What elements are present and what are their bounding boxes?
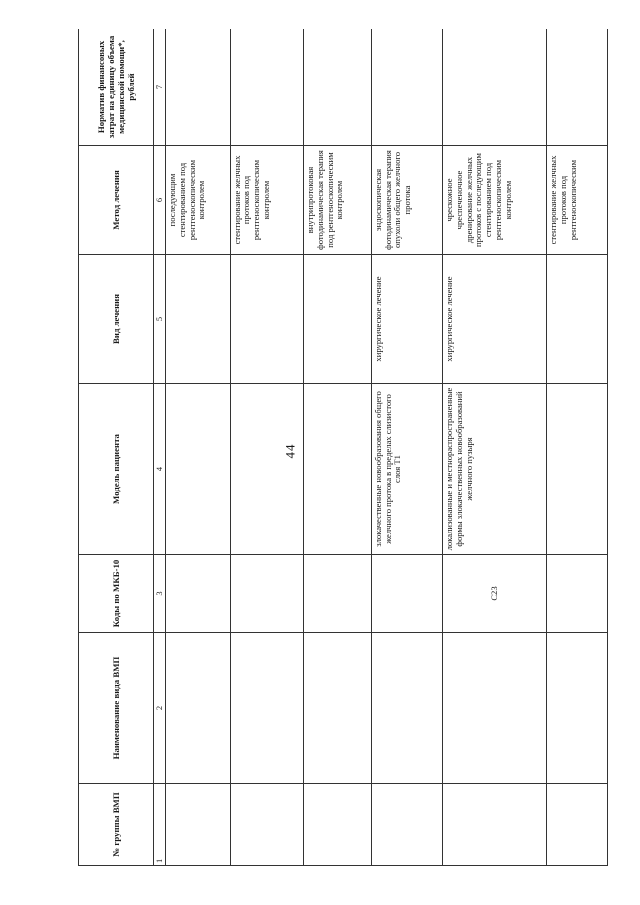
model-cell: локализованные и местнораспространенные формы злокачественных новообразований желчного пузыря bbox=[442, 384, 547, 555]
table-cell bbox=[547, 633, 608, 784]
header-treatment-method: Метод лечения bbox=[79, 146, 154, 255]
method-cell: чрескожное чреспеченочное дренирование желчных протоков с последующим стентированием под рентгеноскопическим контролем bbox=[442, 146, 547, 255]
table-cell bbox=[165, 784, 230, 866]
table-cell bbox=[230, 384, 303, 555]
method-cell: стентирование желчных протоков под рентгеноскопическим bbox=[547, 146, 608, 255]
table-cell bbox=[303, 255, 371, 384]
table-cell bbox=[303, 633, 371, 784]
table-cell bbox=[165, 384, 230, 555]
table-cell bbox=[547, 784, 608, 866]
table-cell bbox=[303, 29, 371, 146]
header-row bbox=[79, 29, 154, 866]
table-cell bbox=[547, 255, 608, 384]
column-number: 6 bbox=[154, 146, 166, 255]
table-cell bbox=[371, 784, 442, 866]
table-cell bbox=[165, 633, 230, 784]
column-number-row bbox=[154, 29, 166, 866]
rotated-table-frame bbox=[78, 29, 608, 866]
table-container bbox=[78, 29, 608, 866]
table-row bbox=[547, 29, 608, 866]
method-cell: внутрипротоковая фотодинамическая терапия под рентгеноскопическим контролем bbox=[303, 146, 371, 255]
table-cell bbox=[230, 255, 303, 384]
table-cell bbox=[230, 555, 303, 633]
table-cell bbox=[371, 555, 442, 633]
table-row bbox=[303, 29, 371, 866]
table-row bbox=[371, 29, 442, 866]
header-group-number: № группы ВМП bbox=[79, 784, 154, 866]
table-cell bbox=[165, 29, 230, 146]
table-cell bbox=[547, 29, 608, 146]
table-cell bbox=[547, 555, 608, 633]
table-cell bbox=[303, 555, 371, 633]
header-patient-model: Модель пациента bbox=[79, 384, 154, 555]
vmp-table bbox=[78, 29, 608, 866]
treatment-type-cell: хирургическое лечение bbox=[442, 255, 547, 384]
table-cell bbox=[442, 784, 547, 866]
column-number: 4 bbox=[154, 384, 166, 555]
header-vmp-name: Наименование вида ВМП bbox=[79, 633, 154, 784]
model-cell: злокачественные новообразования общего желчного протока в пределах слизистого слоя T1 bbox=[371, 384, 442, 555]
table-cell bbox=[547, 384, 608, 555]
treatment-type-cell: хирургическое лечение bbox=[371, 255, 442, 384]
table-cell bbox=[442, 633, 547, 784]
column-number: 7 bbox=[154, 29, 166, 146]
icd-code-cell: C23 bbox=[442, 555, 547, 633]
table-cell bbox=[230, 633, 303, 784]
table-cell bbox=[371, 29, 442, 146]
table-cell bbox=[165, 255, 230, 384]
table-row bbox=[442, 29, 547, 866]
header-treatment-type: Вид лечения bbox=[79, 255, 154, 384]
table-row bbox=[165, 29, 230, 866]
table-cell bbox=[442, 29, 547, 146]
method-cell: эндоскопическая фотодинамическая терапия опухоли общего желчного протока bbox=[371, 146, 442, 255]
table-cell bbox=[303, 784, 371, 866]
method-cell: последующим стентированием под рентгеноскопическим контролем bbox=[165, 146, 230, 255]
method-cell: стентирование желчных протоков под рентгеноскопическим контролем bbox=[230, 146, 303, 255]
header-cost-norm: Норматив финансовых затрат на единицу объема медицинской помощи*, рублей bbox=[79, 29, 154, 146]
table-cell bbox=[371, 633, 442, 784]
header-icd-codes: Коды по МКБ-10 bbox=[79, 555, 154, 633]
table-cell bbox=[230, 29, 303, 146]
column-number: 3 bbox=[154, 555, 166, 633]
table-row bbox=[230, 29, 303, 866]
column-number: 2 bbox=[154, 633, 166, 784]
page-number: 44 bbox=[282, 443, 298, 459]
table-cell bbox=[165, 555, 230, 633]
table-cell bbox=[303, 384, 371, 555]
column-number: 5 bbox=[154, 255, 166, 384]
table-cell bbox=[230, 784, 303, 866]
column-number: 1 bbox=[154, 784, 166, 866]
